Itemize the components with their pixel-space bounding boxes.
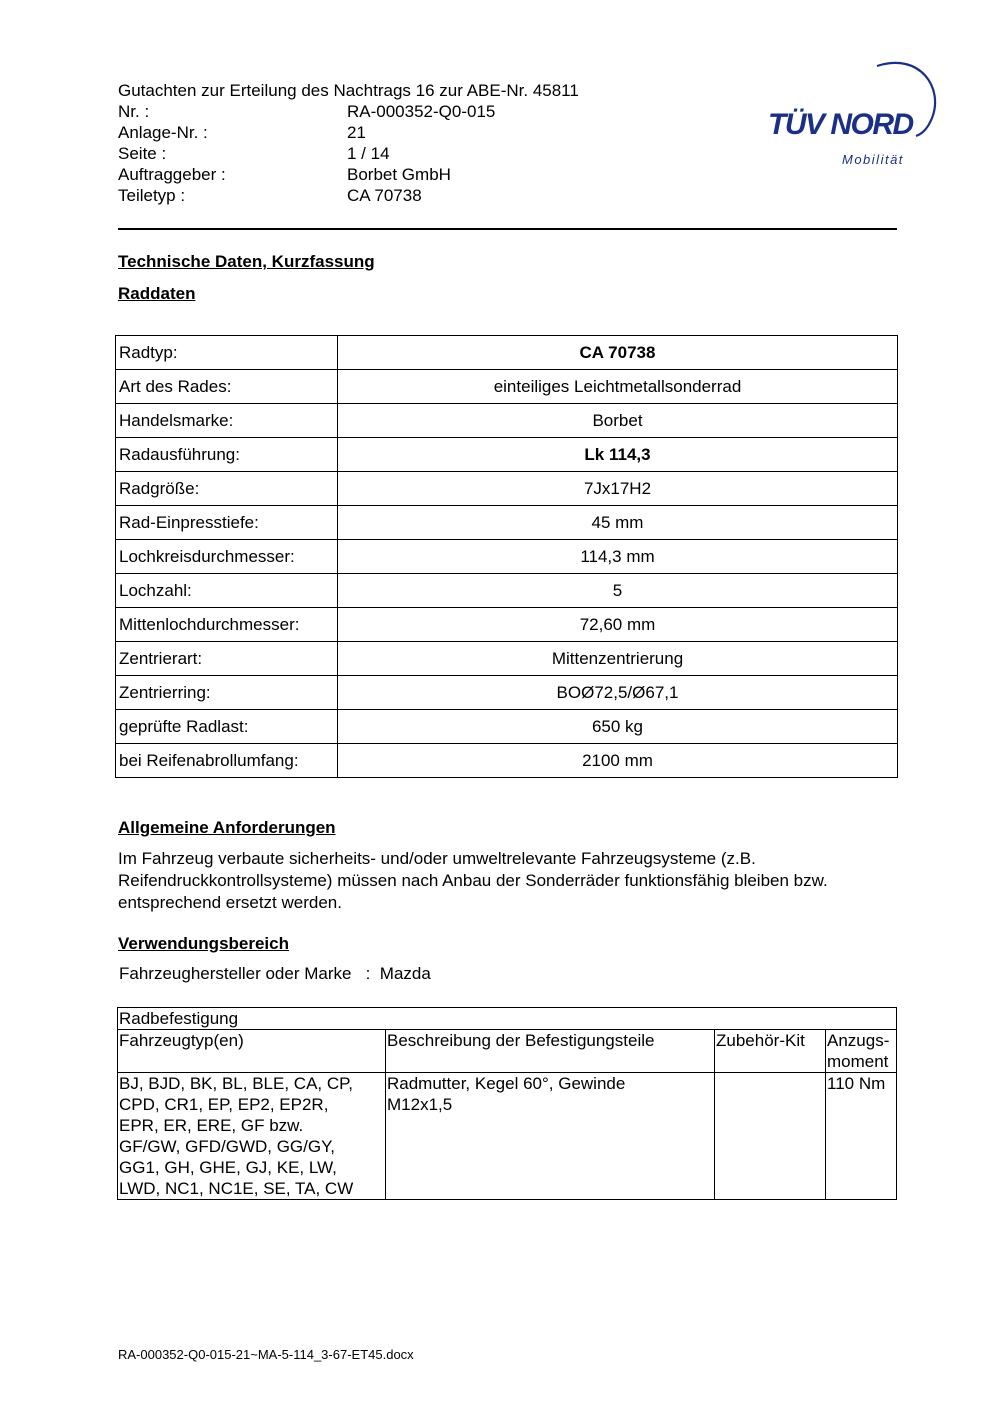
table-row (116, 744, 898, 778)
row-label: Art des Rades: (116, 370, 338, 404)
footer-filename: RA-000352-Q0-015-21~MA-5-114_3-67-ET45.docx (118, 1347, 414, 1362)
row-label: Zentrierart: (116, 642, 338, 676)
row-label: Handelsmarke: (116, 404, 338, 438)
header-title: Gutachten zur Erteilung des Nachtrags 16 zur ABE-Nr. 45811 (118, 81, 579, 100)
befestigungsteile-cell: Radmutter, Kegel 60°, Gewinde M12x1,5 (386, 1073, 715, 1200)
row-value: 650 kg (338, 710, 898, 744)
row-value: Lk 114,3 (338, 438, 898, 472)
document-header (118, 80, 579, 206)
row-label: Radtyp: (116, 336, 338, 370)
header-key: Nr. : (118, 102, 150, 121)
logo-brand: TÜV NORD (768, 108, 913, 141)
raddaten-table (115, 335, 898, 778)
section-heading-technische-daten: Technische Daten, Kurzfassung (118, 252, 375, 271)
allgemeine-anforderungen-text: Im Fahrzeug verbaute sicherheits- und/oder umweltrelevante Fahrzeugsysteme (z.B. Reifendruckkontrollsysteme) müssen nach Anbau der Sonderräder funktionsfähig bleiben bzw. entsprechend ersetzt werden. (118, 849, 828, 912)
table-row (116, 404, 898, 438)
row-value: 5 (338, 574, 898, 608)
table-row (116, 574, 898, 608)
header-key: Anlage-Nr. : (118, 123, 208, 142)
row-value: 2100 mm (338, 744, 898, 778)
table-row (116, 676, 898, 710)
row-label: bei Reifenabrollumfang: (116, 744, 338, 778)
section-heading-verwendungsbereich: Verwendungsbereich (118, 934, 289, 953)
header-row-anlage (118, 122, 579, 143)
section-heading-allgemeine-anforderungen: Allgemeine Anforderungen (118, 818, 336, 837)
fahrzeughersteller-line: Fahrzeughersteller oder Marke : Mazda (119, 964, 431, 983)
header-row-seite (118, 143, 579, 164)
header-value: Borbet GmbH (347, 165, 451, 184)
column-header: Fahrzeugtyp(en) (118, 1030, 386, 1073)
anzugsmoment-cell: 110 Nm (826, 1073, 897, 1200)
row-label: geprüfte Radlast: (116, 710, 338, 744)
row-value: 114,3 mm (338, 540, 898, 574)
tuev-nord-logo (762, 58, 942, 173)
header-value: CA 70738 (347, 186, 422, 205)
table-row (116, 642, 898, 676)
header-row-teiletyp (118, 185, 579, 206)
logo-subtitle: Mobilität (842, 152, 904, 167)
header-key: Teiletyp : (118, 186, 186, 205)
header-value: 1 / 14 (347, 144, 390, 163)
fahrzeugtypen-cell: BJ, BJD, BK, BL, BLE, CA, CP, CPD, CR1, EP, EP2, EP2R, EPR, ER, ERE, GF bzw. GF/GW, GFD/GWD, GG/GY, GG1, GH, GHE, GJ, KE, LW, LWD, NC1, NC1E, SE, TA, CW (118, 1073, 386, 1200)
table-row (116, 438, 898, 472)
zubehoer-kit-cell (715, 1073, 826, 1200)
header-key: Auftraggeber : (118, 165, 226, 184)
table-header-row (118, 1030, 897, 1073)
row-value: BOØ72,5/Ø67,1 (338, 676, 898, 710)
header-value: RA-000352-Q0-015 (347, 102, 496, 121)
header-key: Seite : (118, 144, 167, 163)
row-value: einteiliges Leichtmetallsonderrad (338, 370, 898, 404)
row-value: 45 mm (338, 506, 898, 540)
table-row (116, 608, 898, 642)
table-title-row (118, 1008, 897, 1030)
radbefestigung-title: Radbefestigung (118, 1008, 897, 1030)
row-value: 72,60 mm (338, 608, 898, 642)
table-row (116, 710, 898, 744)
row-label: Mittenlochdurchmesser: (116, 608, 338, 642)
row-value: Mittenzentrierung (338, 642, 898, 676)
column-header: Anzugs- moment (826, 1030, 897, 1073)
column-header: Zubehör-Kit (715, 1030, 826, 1073)
row-label: Lochkreisdurchmesser: (116, 540, 338, 574)
table-row (118, 1073, 897, 1200)
radbefestigung-table (117, 1007, 897, 1200)
header-row-auftraggeber (118, 164, 579, 185)
row-value: CA 70738 (338, 336, 898, 370)
table-row (116, 336, 898, 370)
row-label: Radausführung: (116, 438, 338, 472)
table-row (116, 506, 898, 540)
row-value: Borbet (338, 404, 898, 438)
row-label: Lochzahl: (116, 574, 338, 608)
row-label: Rad-Einpresstiefe: (116, 506, 338, 540)
row-value: 7Jx17H2 (338, 472, 898, 506)
column-header: Beschreibung der Befestigungsteile (386, 1030, 715, 1073)
header-value: 21 (347, 123, 366, 142)
section-heading-raddaten: Raddaten (118, 284, 196, 303)
table-row (116, 472, 898, 506)
table-row (116, 540, 898, 574)
row-label: Radgröße: (116, 472, 338, 506)
header-row-nr (118, 101, 579, 122)
table-row (116, 370, 898, 404)
row-label: Zentrierring: (116, 676, 338, 710)
header-divider (118, 228, 897, 230)
